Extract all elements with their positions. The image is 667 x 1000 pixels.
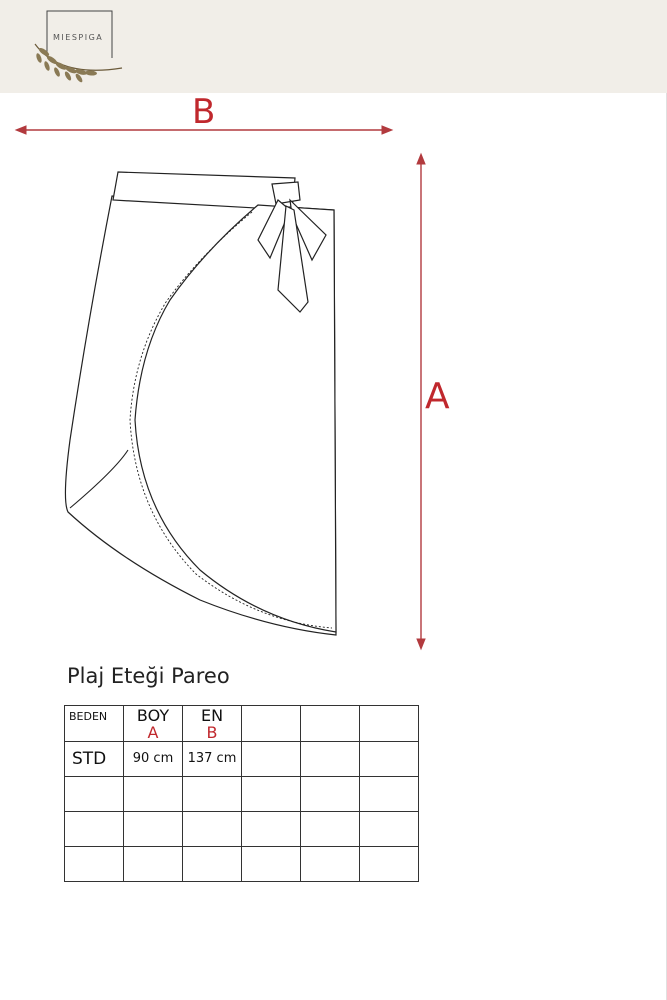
table-cell	[360, 777, 419, 812]
table-cell	[301, 847, 360, 882]
table-cell	[65, 777, 124, 812]
table-cell	[301, 812, 360, 847]
table-cell	[360, 812, 419, 847]
table-cell	[360, 742, 419, 777]
table-row	[65, 847, 419, 882]
row-length-cell: 90 cm	[124, 742, 183, 777]
row-width-cell: 137 cm	[183, 742, 242, 777]
table-cell	[124, 777, 183, 812]
table-cell	[65, 847, 124, 882]
table-header-row	[65, 706, 419, 742]
table-row	[65, 812, 419, 847]
header-length-cell: BOY A	[124, 706, 183, 742]
size-table	[64, 705, 419, 882]
table-cell	[65, 812, 124, 847]
table-cell	[301, 706, 360, 742]
table-cell	[183, 777, 242, 812]
header-width-cell: EN B	[183, 706, 242, 742]
table-cell	[124, 812, 183, 847]
length-arrow	[417, 154, 425, 649]
skirt-technical-drawing	[0, 100, 667, 660]
table-row	[65, 777, 419, 812]
product-title: Plaj Eteği Pareo	[67, 664, 230, 688]
header-banner	[0, 0, 667, 93]
table-cell	[183, 812, 242, 847]
length-label-a: A	[425, 376, 450, 417]
table-cell	[124, 847, 183, 882]
table-cell	[301, 742, 360, 777]
table-cell	[360, 706, 419, 742]
width-label-b: B	[192, 92, 216, 132]
table-cell	[183, 847, 242, 882]
table-cell	[242, 847, 301, 882]
brand-name: MIESPIGA	[53, 33, 104, 42]
logo-wheat-icon	[30, 8, 130, 88]
table-cell	[242, 777, 301, 812]
table-cell	[301, 777, 360, 812]
table-cell	[360, 847, 419, 882]
table-cell	[242, 742, 301, 777]
table-row	[65, 742, 419, 777]
table-cell	[242, 812, 301, 847]
header-size-cell: BEDEN	[65, 706, 124, 742]
table-cell	[242, 706, 301, 742]
row-size-cell: STD	[65, 742, 124, 777]
